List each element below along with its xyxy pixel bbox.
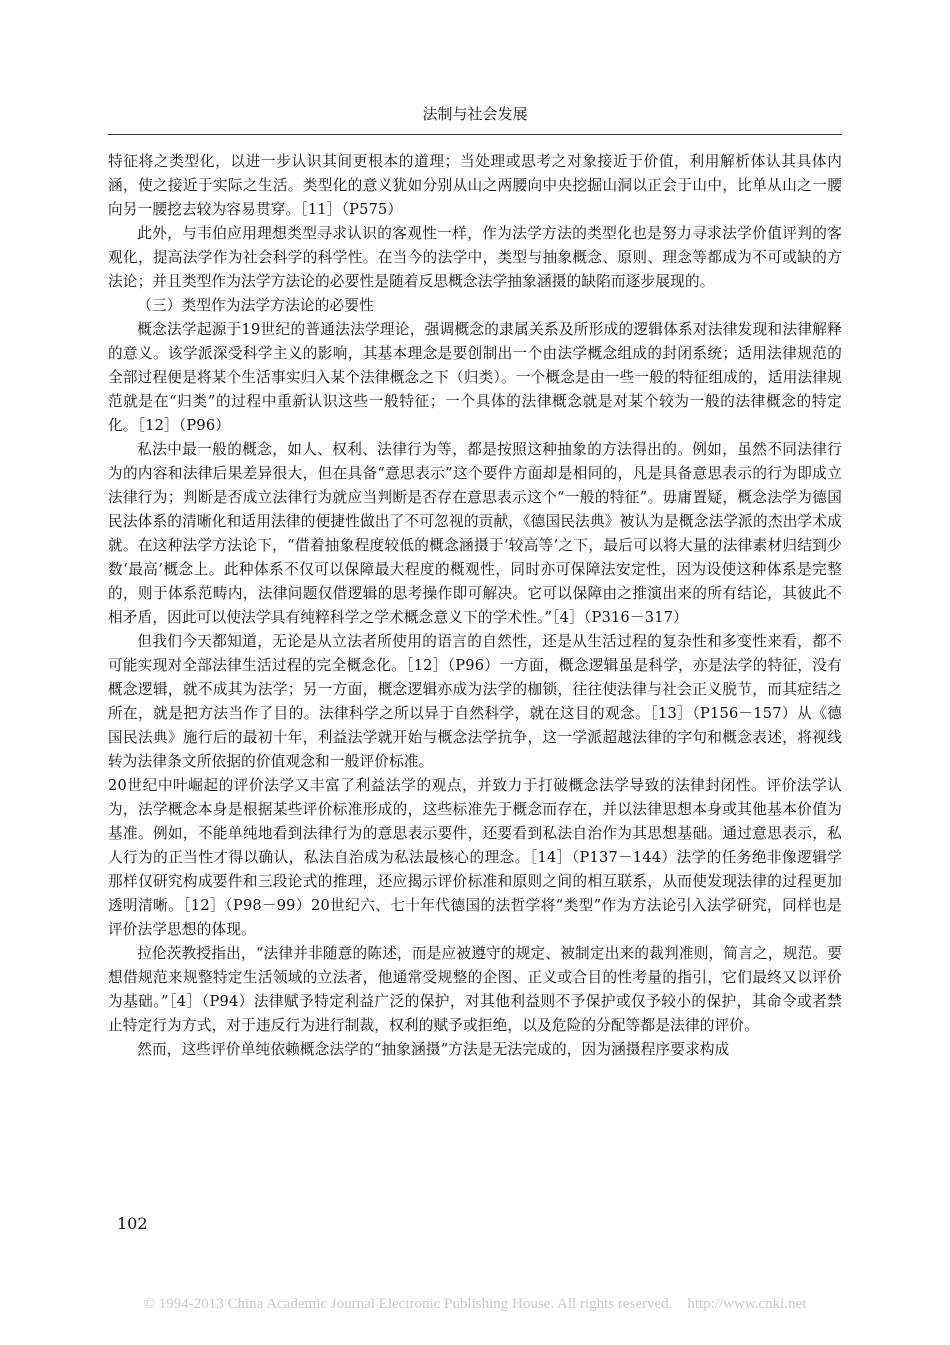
section-heading: （三）类型作为法学方法论的必要性 xyxy=(137,297,374,314)
paragraph: 然而，这些评价单纯依赖概念法学的“抽象涵摄”方法是无法完成的，因为涵摄程序要求构成 xyxy=(137,1041,730,1058)
paragraph: 拉伦茨教授指出，“法律并非随意的陈述，而是应被遵守的规定、被制定出来的裁判准则，简言之，规范。要想借规范来规整特定生活领域的立法者，他通常受规整的企图、正义或合目的性考量的指引，它们最终又以评价为基础。”［4］（P94）法律赋予特定利益广泛的保护，对其他利益则不予保护或仅予较小的保护，其命令或者禁止特定行为方式，对于违反行为进行制裁，权利的赋予或拒绝，以及危险的分配等都是法律的评价。 xyxy=(108,945,842,1034)
copyright-text: © 1994-2013 China Academic Journal Electronic Publishing House. All rights reserved. xyxy=(143,1296,673,1312)
article-body xyxy=(108,150,842,1062)
page-number: 102 xyxy=(117,1214,148,1233)
running-header: 法制与社会发展 xyxy=(422,105,528,123)
paragraph: 20世纪中叶崛起的评价法学又丰富了利益法学的观点，并致力于打破概念法学导致的法律封闭性。评价法学认为，法学概念本身是根据某些评价标准形成的，这些标准先于概念而存在，并以法律思想本身或其他基本价值为基准。例如，不能单纯地看到法律行为的意思表示要件，还要看到私法自治作为其思想基础。通过意思表示，私人行为的正当性才得以确认，私法自治成为私法最核心的理念。［14］（P137－144）法学的任务绝非像逻辑学那样仅研究构成要件和三段论式的推理，还应揭示评价标准和原则之间的相互联系，从而使发现法律的过程更加透明清晰。［12］（P98－99）20世纪六、七十年代德国的法哲学将“类型”作为方法论引入法学研究，同样也是评价法学思想的体现。 xyxy=(108,777,842,938)
paragraph: 概念法学起源于19世纪的普通法法学理论，强调概念的隶属关系及所形成的逻辑体系对法律发现和法律解释的意义。该学派深受科学主义的影响，其基本理念是要创制出一个由法学概念组成的封闭系统；适用法律规范的全部过程便是将某个生活事实归入某个法律概念之下（归类）。一个概念是由一些一般的特征组成的，适用法律规范就是在“归类”的过程中重新认识这些一般特征；一个具体的法律概念就是对某个较为一般的法律概念的特定化。［12］（P96） xyxy=(108,321,842,434)
paragraph-continuation: 特征将之类型化，以进一步认识其间更根本的道理；当处理或思考之对象接近于价值，利用解析体认其具体内涵，使之接近于实际之生活。类型化的意义犹如分别从山之两腰向中央挖掘山洞以正会于山中，比单从山之一腰向另一腰挖去较为容易贯穿。［11］（P575） xyxy=(108,153,842,218)
paragraph: 此外，与韦伯应用理想类型寻求认识的客观性一样，作为法学方法的类型化也是努力寻求法学价值评判的客观化，提高法学作为社会科学的科学性。在当今的法学中，类型与抽象概念、原则、理念等都成为不可或缺的方法论；并且类型作为法学方法论的必要性是随着反思概念法学抽象涵摄的缺陷而逐步展现的。 xyxy=(108,225,842,290)
footer-url[interactable]: http://www.cnki.net xyxy=(687,1296,807,1312)
copyright-footer xyxy=(0,1294,950,1314)
paragraph: 但我们今天都知道，无论是从立法者所使用的语言的自然性，还是从生活过程的复杂性和多变性来看，都不可能实现对全部法律生活过程的完全概念化。［12］（P96）一方面，概念逻辑虽是科学，亦是法学的特征，没有概念逻辑，就不成其为法学；另一方面，概念逻辑亦成为法学的枷锁，往往使法律与社会正义脱节，而其症结之所在，就是把方法当作了目的。法律科学之所以异于自然科学，就在这目的观念。［13］（P156－157）从《德国民法典》施行后的最初十年，利益法学就开始与概念法学抗争，这一学派超越法律的字句和概念表述，将视线转为法律条文所依据的价值观念和一般评价标准。 xyxy=(108,633,842,770)
paragraph: 私法中最一般的概念，如人、权利、法律行为等，都是按照这种抽象的方法得出的。例如，虽然不同法律行为的内容和法律后果差异很大，但在具备“意思表示”这个要件方面却是相同的，凡是具备意思表示的行为即成立法律行为；判断是否成立法律行为就应当判断是否存在意思表示这个“一般的特征”。毋庸置疑，概念法学为德国民法体系的清晰化和适用法律的便捷性做出了不可忽视的贡献，《德国民法典》被认为是概念法学派的杰出学术成就。在这种法学方法论下，“借着抽象程度较低的概念涵摄于‘较高等’之下，最后可以将大量的法律素材归结到少数‘最高’概念上。此种体系不仅可以保障最大程度的概观性，同时亦可保障法安定性，因为设使这种体系是完整的，则于体系范畴内，法律问题仅借逻辑的思考操作即可解决。它可以保障由之推演出来的所有结论，其彼此不相矛盾，因此可以使法学具有纯粹科学之学术概念意义下的学术性。”［4］（P316－317） xyxy=(108,441,842,626)
header-rule xyxy=(108,134,842,135)
